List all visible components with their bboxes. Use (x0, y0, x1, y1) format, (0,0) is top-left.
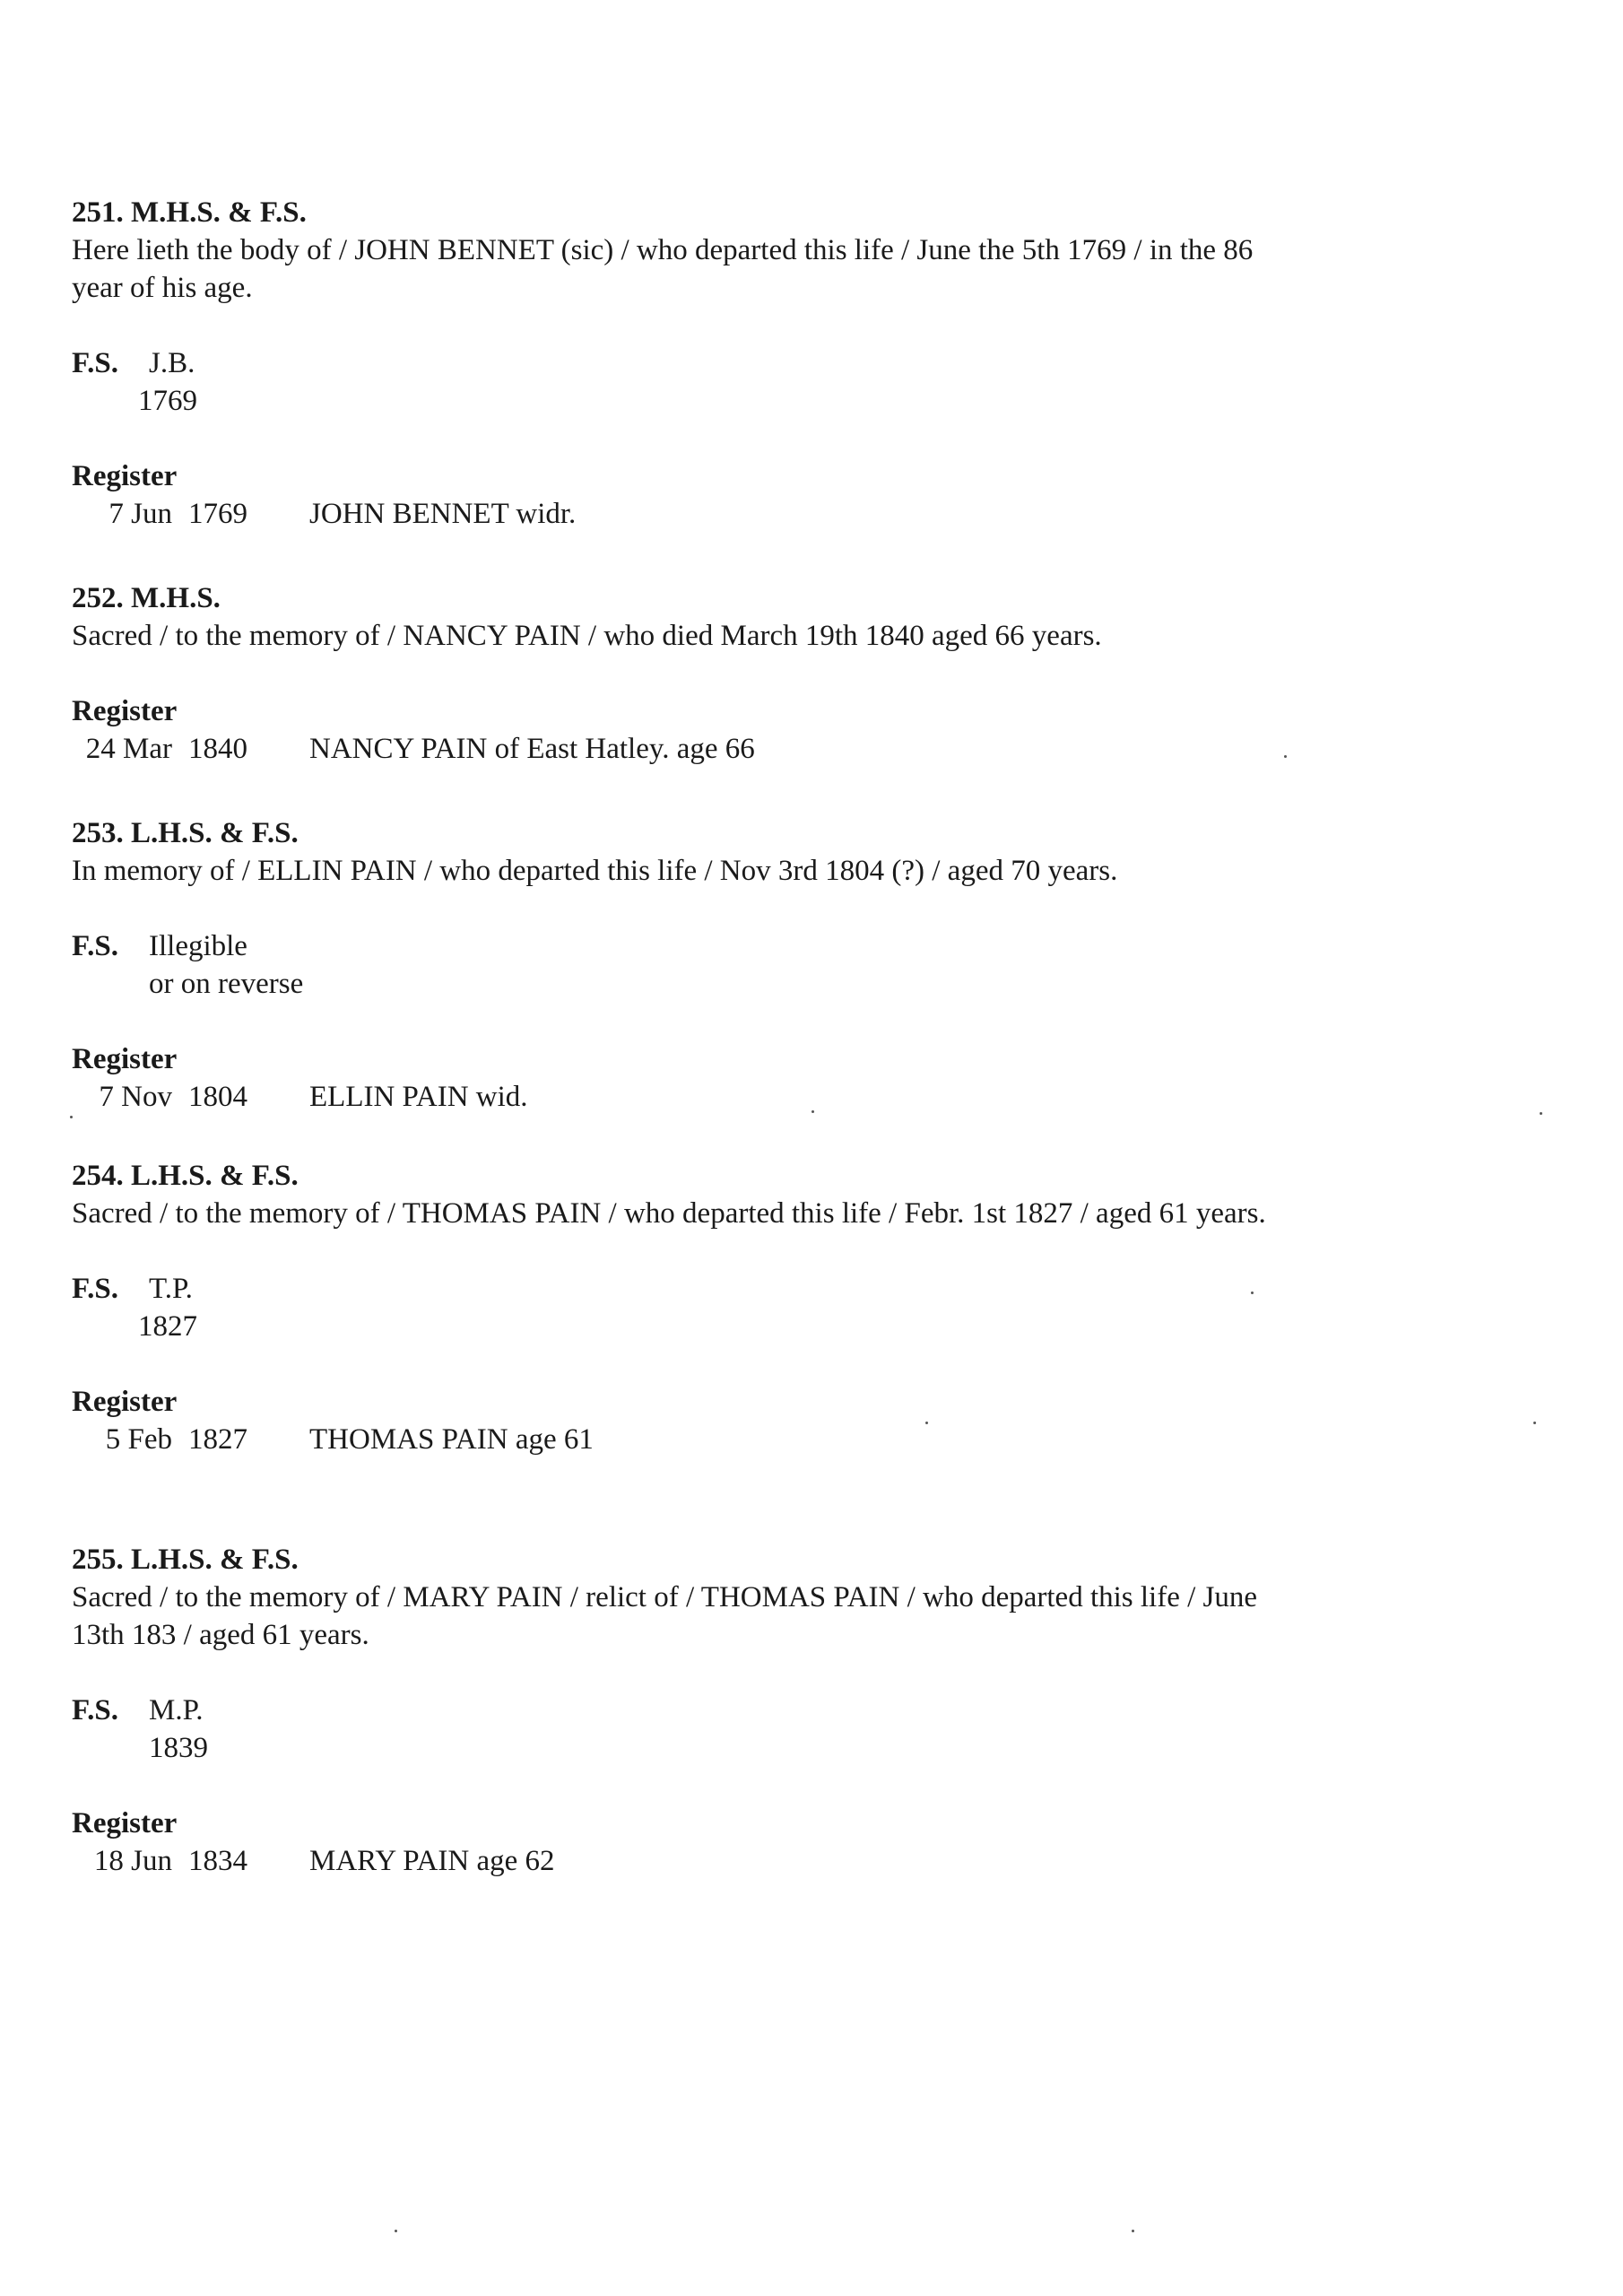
footstone-line: or on reverse (149, 968, 304, 1000)
footstone-label: F.S. (72, 1273, 118, 1305)
register-year: 1834 (188, 1845, 247, 1877)
footstone-line: 1769 (138, 385, 197, 417)
register-day: 18 Jun (93, 1845, 172, 1877)
register-name: NANCY PAIN of East Hatley. age 66 (309, 733, 755, 765)
inscription-text: In memory of / ELLIN PAIN / who departed this life / Nov 3rd 1804 (?) / aged 70 years. (72, 855, 1118, 887)
entry-252 (72, 579, 1309, 768)
entry-heading: 251. M.H.S. & F.S. (72, 196, 307, 229)
register-label: Register (72, 1043, 178, 1075)
scan-speck (1540, 1112, 1542, 1115)
register-row (72, 495, 1309, 533)
inscription-text: Here lieth the body of / JOHN BENNET (sic) / who departed this life / June the 5th 1769 / in the 86 year of his age. (72, 234, 1254, 304)
footstone-line: 1827 (138, 1310, 197, 1343)
footstone-label: F.S. (72, 930, 118, 962)
entry-251 (72, 194, 1309, 533)
scan-speck (812, 1110, 814, 1113)
footstone-line: 1839 (149, 1732, 208, 1764)
register-label: Register (72, 1807, 178, 1839)
footstone-label: F.S. (72, 1694, 118, 1726)
scan-speck (395, 2230, 397, 2232)
register-label: Register (72, 1386, 178, 1418)
footstone-block (72, 1270, 1309, 1345)
inscription-text: Sacred / to the memory of / NANCY PAIN / who died March 19th 1840 aged 66 years. (72, 620, 1102, 652)
entry-254 (72, 1157, 1309, 1458)
scan-speck (925, 1422, 928, 1424)
register-day: 5 Feb (105, 1423, 172, 1456)
register-block (72, 457, 1309, 533)
register-name: MARY PAIN age 62 (309, 1845, 555, 1877)
register-label: Register (72, 695, 178, 727)
footstone-label: F.S. (72, 347, 118, 379)
register-year: 1827 (188, 1423, 247, 1456)
register-row (72, 730, 1309, 768)
register-row (72, 1078, 1309, 1116)
register-year: 1804 (188, 1081, 247, 1113)
inscription-text: Sacred / to the memory of / MARY PAIN / relict of / THOMAS PAIN / who departed this life / June 13th 183 / aged 61 years. (72, 1581, 1258, 1651)
entry-heading: 254. L.H.S. & F.S. (72, 1160, 299, 1192)
register-day: 7 Jun (108, 498, 172, 530)
entry-heading: 252. M.H.S. (72, 582, 221, 614)
entry-255 (72, 1541, 1309, 1880)
footstone-block (72, 344, 1309, 420)
register-year: 1840 (188, 733, 247, 765)
footstone-line: J.B. (149, 347, 195, 379)
register-day: 24 Mar (85, 733, 172, 765)
entry-heading: 255. L.H.S. & F.S. (72, 1544, 299, 1576)
register-name: JOHN BENNET widr. (309, 498, 577, 530)
inscription-text: Sacred / to the memory of / THOMAS PAIN / who departed this life / Febr. 1st 1827 / aged 61 years. (72, 1197, 1266, 1230)
register-name: ELLIN PAIN wid. (309, 1081, 528, 1113)
footstone-line: M.P. (149, 1694, 204, 1726)
scan-speck (1132, 2230, 1134, 2232)
footstone-line: T.P. (149, 1273, 193, 1305)
scan-speck (70, 1116, 73, 1118)
footstone-line: Illegible (149, 930, 247, 962)
register-block (72, 1040, 1309, 1116)
register-day: 7 Nov (99, 1081, 172, 1113)
entry-heading: 253. L.H.S. & F.S. (72, 817, 299, 849)
register-block (72, 1383, 1309, 1458)
register-label: Register (72, 460, 178, 492)
register-name: THOMAS PAIN age 61 (309, 1423, 594, 1456)
register-row (72, 1421, 1309, 1458)
scan-speck (1284, 755, 1287, 758)
footstone-block (72, 1692, 1309, 1767)
register-block (72, 1805, 1309, 1880)
register-row (72, 1842, 1309, 1880)
entry-253 (72, 814, 1309, 1116)
scan-speck (1533, 1422, 1536, 1424)
footstone-block (72, 927, 1309, 1003)
register-block (72, 692, 1309, 768)
scan-speck (1251, 1292, 1254, 1294)
register-year: 1769 (188, 498, 247, 530)
